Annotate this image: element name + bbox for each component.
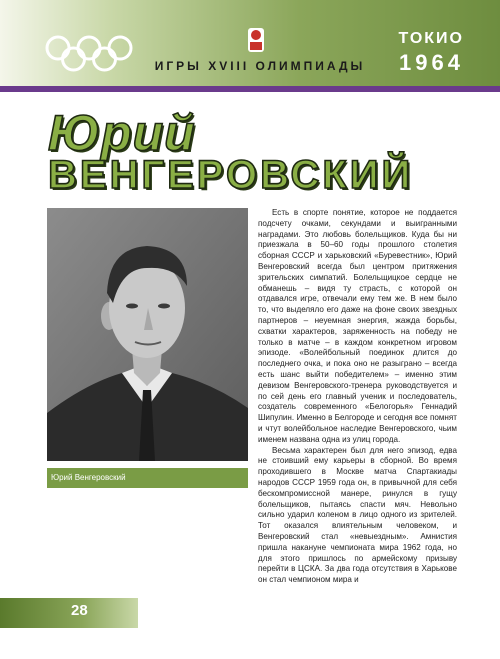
athlete-first-name: Юрий <box>48 105 196 161</box>
footer-band <box>0 598 138 628</box>
olympic-rings-icon <box>44 34 134 74</box>
athlete-photo <box>47 208 248 461</box>
article-body <box>258 208 457 632</box>
header-stripe <box>0 86 500 92</box>
host-city: ТОКИО <box>398 30 464 47</box>
games-title: ИГРЫ XVIII ОЛИМПИАДЫ <box>154 59 366 73</box>
article-paragraph: Весьма характерен был для него эпизод, едва не стоивший ему карьеры в сборной. Во время проходившего в Москве матча Спартакиады народов СССР 1959 года он, в привычной для себя бескомпромиссной манере, ринулся в гущу болельщиков, пытаясь спасти мяч. Невольно сильно ударил коленом в лицо одного из зрителей. Тот оказался влиятельным человеком, и Венгеровский стал «невыездным». Амнистия пришла накануне чемпионата мира 1962 года, но для этого пришлось по армейскому призыву перейти в ЦСКА. За два года отсутствия в Харькове он стал чемпионом мира и <box>258 445 457 585</box>
article-paragraph: Есть в спорте понятие, которое не поддается подсчету очками, секундами и выигранными наградами. Это любовь болельщиков. Куда бы ни приезжала в 50–60 годы прошлого столетия сборная СССР и харьковский «Буревестник», Юрий Венгеровский всегда был центром притяжения зрительских симпатий. Болельщицкое сердце не обманешь – видя ту страсть, с которой он отдавался игре, отвечали ему тем же. В нем было то, что выделяло его даже на фоне своих звездных партнеров – неуемная энергия, жажда борьбы, схватки характеров, заряженность на победу не только в матче – в каждом конкретном игровом эпизоде. «Волейбольный поединок длится до последнего очка, и пока оно не разыграно – всегда есть шанс выйти победителем» – именно этим девизом Венгеровского-тренера руководствуется и по сей день его главный ученик и последователь, создатель современного «Белогорья» Геннадий Шипулин. Именно в Белгороде и сегодня все помнят и чтут волейбольное наследие Венгеровского, чьим именем названа одна из улиц города. <box>258 208 457 444</box>
page-number: 28 <box>71 602 88 619</box>
olympic-emblem-icon <box>246 26 266 54</box>
games-year: 1964 <box>399 50 464 75</box>
photo-caption: Юрий Венгеровский <box>47 468 248 488</box>
portrait-illustration <box>47 208 248 461</box>
athlete-last-name: ВЕНГЕРОВСКИЙ <box>48 153 414 197</box>
